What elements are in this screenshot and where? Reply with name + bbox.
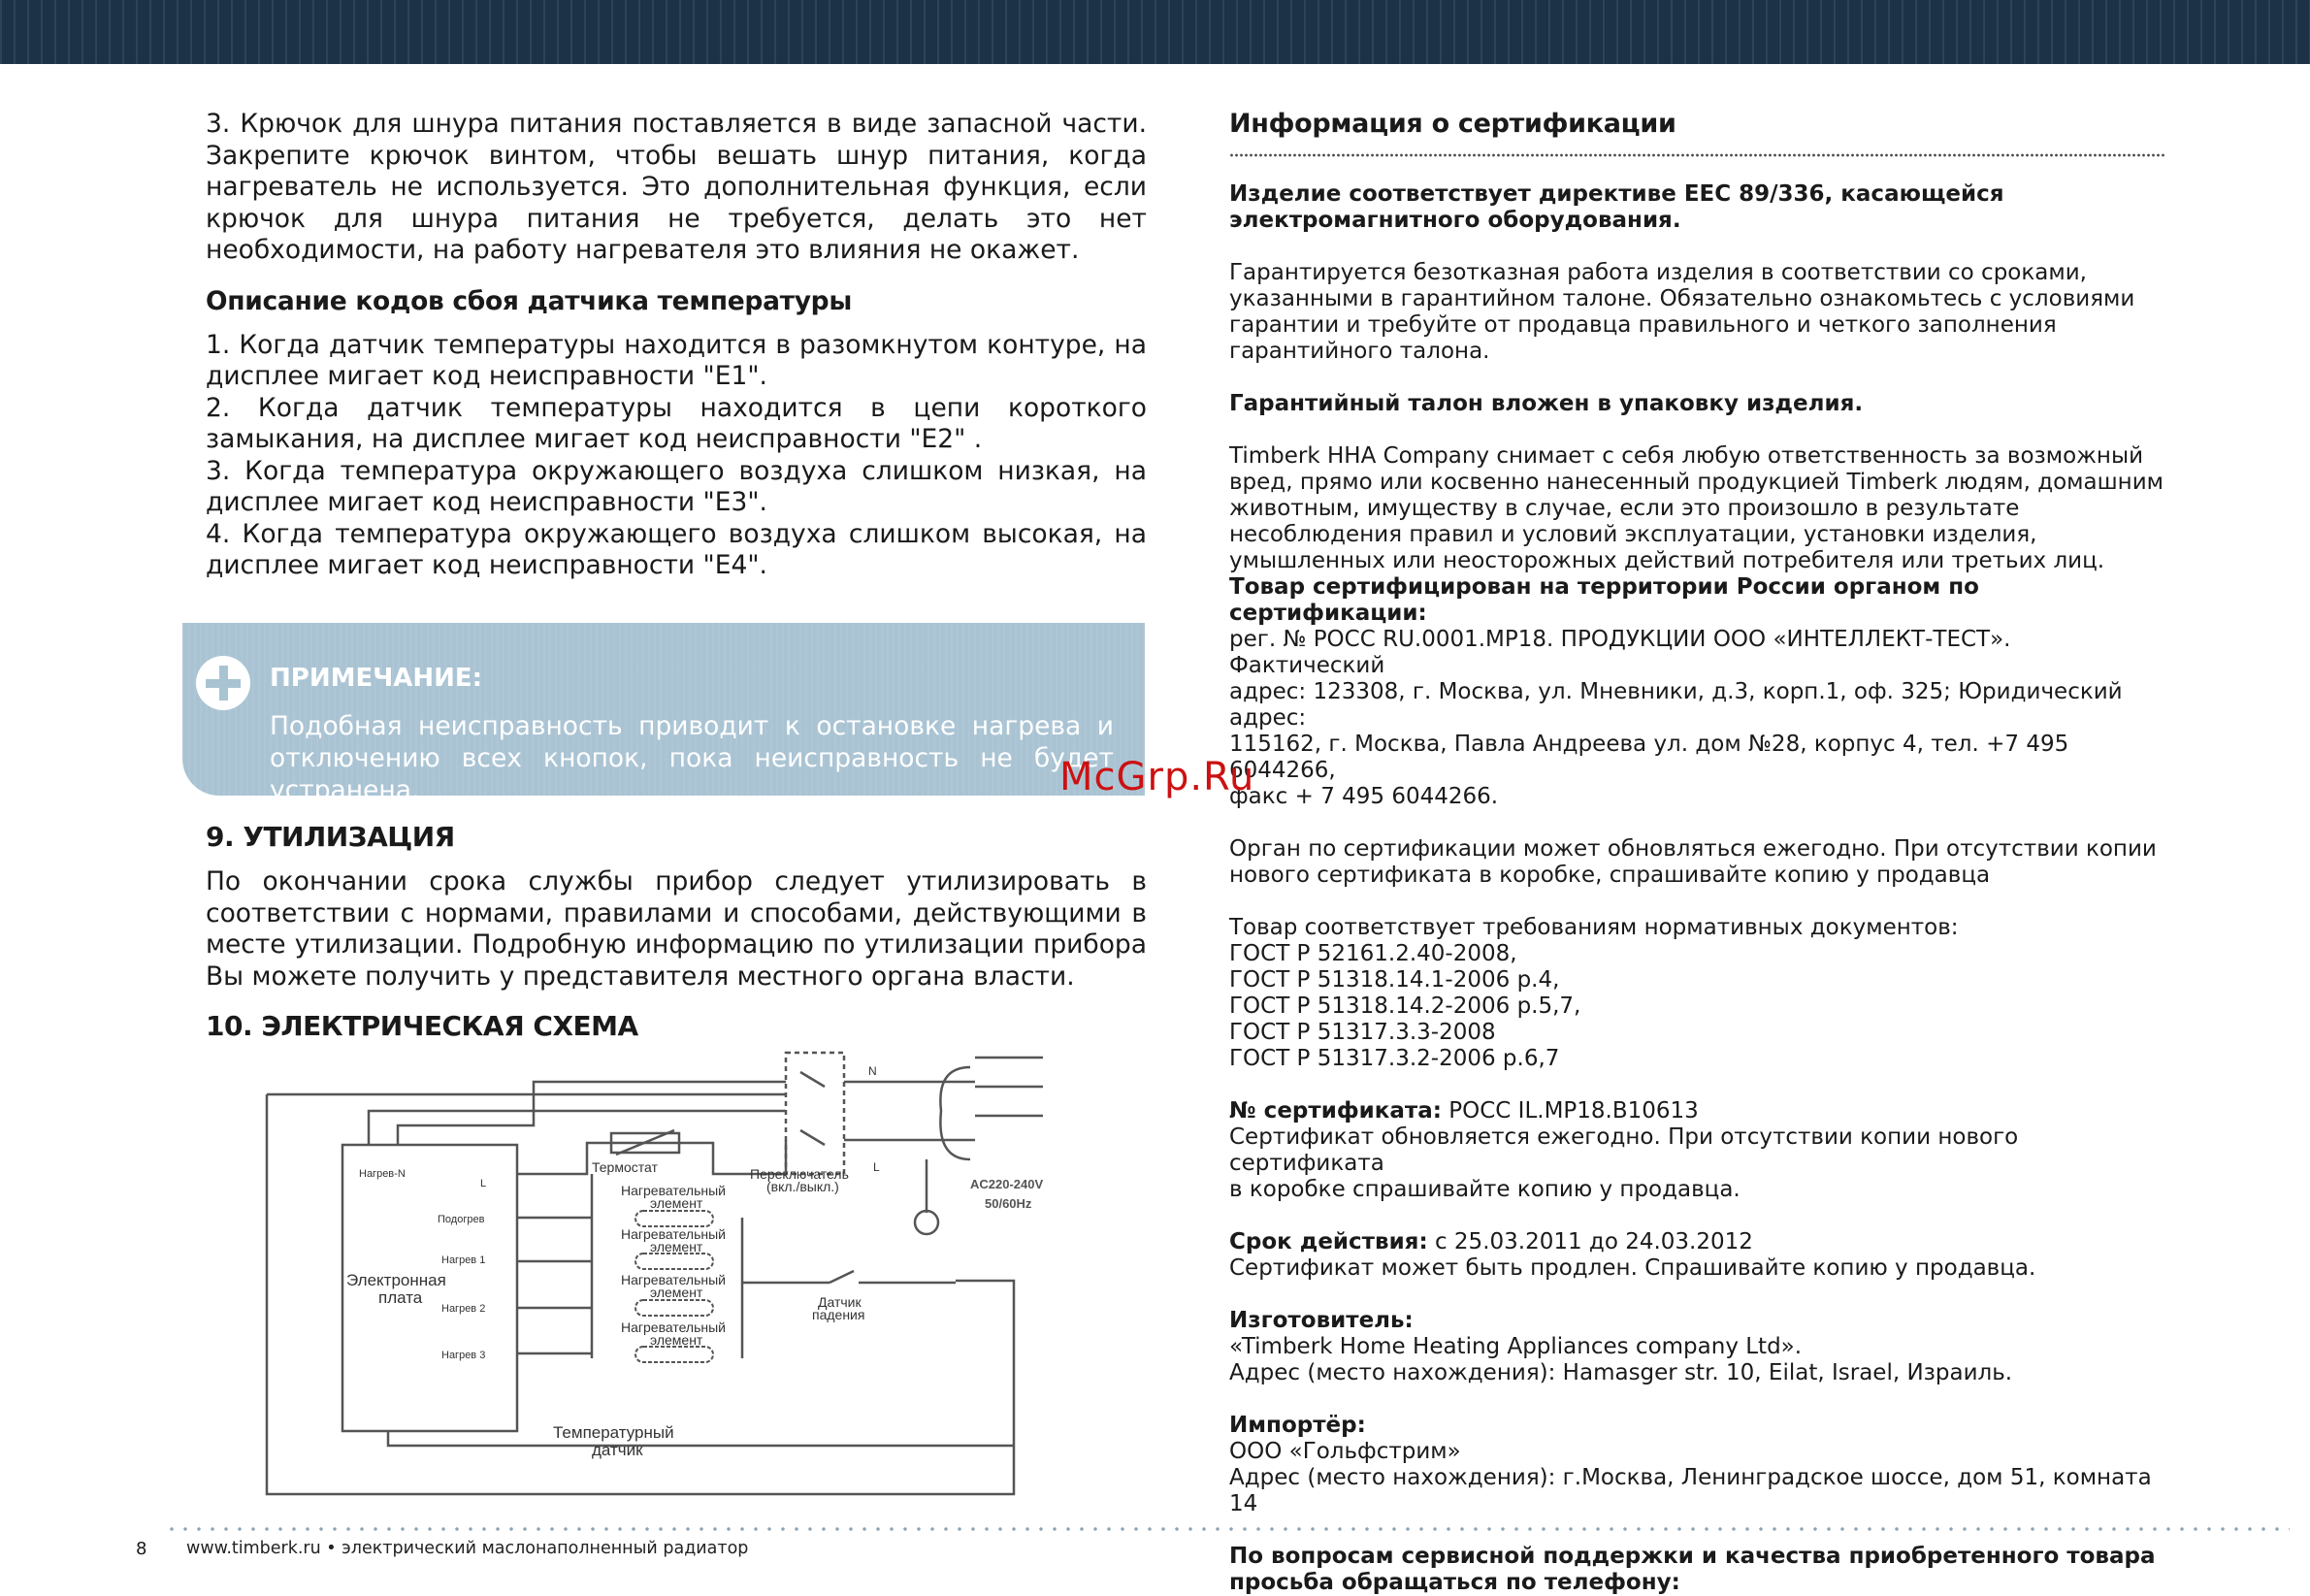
label-switch-1: Переключатель: [750, 1166, 849, 1182]
footer-dots: [165, 1526, 2290, 1532]
importer-name: ООО «Гольфстрим»: [1229, 1439, 1461, 1464]
liability-line-4: несоблюдения правил и условий эксплуатации, установки изделия,: [1229, 522, 2037, 547]
guarantee-line-1: Гарантируется безотказная работа изделия в соответствии со сроками,: [1229, 260, 2087, 285]
label-board-2: плата: [378, 1288, 423, 1307]
note-box: [182, 623, 1145, 805]
label-nagrev1: Нагрев 1: [441, 1254, 486, 1266]
manufacturer-label: Изготовитель:: [1229, 1308, 1414, 1333]
label-podogrev: Подогрев: [438, 1214, 485, 1225]
support-line-2: просьба обращаться по телефону:: [1229, 1570, 1680, 1595]
certificate-line-2: Сертификат обновляется ежегодно. При отсутствии копии нового сертификата: [1229, 1124, 2019, 1176]
body-line-1: Орган по сертификации может обновляться ежегодно. При отсутствии копии: [1229, 836, 2157, 862]
label-heater-2a: Нагревательный: [621, 1226, 726, 1242]
validity-line-2: Сертификат может быть продлен. Спрашивайте копию у продавца.: [1229, 1255, 2036, 1281]
norms-line-1: Товар соответствует требованиям нормативных документов:: [1229, 915, 1959, 940]
guarantee-line-4: гарантийного талона.: [1229, 339, 1490, 364]
certificate-line-3: в коробке спрашивайте копию у продавца.: [1229, 1177, 1741, 1202]
right-column: [1229, 109, 2165, 1596]
certification-title: Информация о сертификации: [1229, 109, 1676, 139]
liability-line-3: животным, имуществу в случае, если это произошло в результате: [1229, 496, 2020, 521]
label-heater-4a: Нагревательный: [621, 1319, 726, 1335]
label-nagrev3: Нагрев 3: [441, 1350, 486, 1361]
label-n: N: [868, 1064, 877, 1078]
guarantee-line-2: указанными в гарантийном талоне. Обязательно ознакомьтесь с условиями: [1229, 286, 2135, 311]
electrical-diagram: [257, 1038, 1062, 1504]
liability-line-2: вред, прямо или косвенно нанесенный продукцией Timberk людям, домашним: [1229, 470, 2164, 495]
norms-line-2: ГОСТ Р 52161.2.40-2008,: [1229, 941, 1517, 966]
label-l: L: [480, 1178, 487, 1189]
support-line-1: По вопросам сервисной поддержки и качества приобретенного товара: [1229, 1544, 2156, 1569]
label-temp-1: Температурный: [553, 1423, 674, 1442]
label-ac-1: AC220-240V: [970, 1177, 1044, 1191]
cord-hook-paragraph: 3. Крючок для шнура питания поставляется в виде запасной части. Закрепите крючок винтом, чтобы вешать шнур питания, когда нагреватель не используется. Это дополнительная функция, если крючок для шнура питания не требуется, делать это нет необходимости, на работу нагревателя это влияния не окажет.: [206, 109, 1147, 265]
section-10-heading: 10. ЭЛЕКТРИЧЕСКАЯ СХЕМА: [206, 1010, 638, 1042]
norms-line-5: ГОСТ Р 51317.3.3-2008: [1229, 1020, 1496, 1045]
note-title: ПРИМЕЧАНИЕ:: [270, 664, 483, 693]
directive-line-2: электромагнитного оборудования.: [1229, 208, 1681, 233]
body-line-2: нового сертификата в коробке, спрашивайте копию у продавца: [1229, 863, 1991, 888]
certificate-number: № сертификата: РОСС IL.MP18.B10613: [1229, 1098, 1699, 1124]
norms-line-4: ГОСТ Р 51318.14.2-2006 р.5,7,: [1229, 993, 1581, 1019]
error-e4: 4. Когда температура окружающего воздуха слишком высокая, на дисплее мигает код неисправности "E4".: [206, 518, 1147, 580]
label-heater-1a: Нагревательный: [621, 1183, 726, 1198]
liability-line-1: Timberk HHA Company снимает с себя любую ответственность за возможный: [1229, 443, 2144, 469]
label-heater-2b: элемент: [650, 1239, 703, 1254]
label-heater-3b: элемент: [650, 1285, 703, 1300]
label-nagrev-n: Нагрев-N: [359, 1168, 406, 1180]
label-heater-1b: элемент: [650, 1195, 703, 1211]
validity-period: Срок действия: с 25.03.2011 до 24.03.2012: [1229, 1229, 1753, 1254]
error-e1: 1. Когда датчик температуры находится в разомкнутом контуре, на дисплее мигает код неисправности "E1".: [206, 329, 1147, 391]
error-e3: 3. Когда температура окружающего воздуха слишком низкая, на дисплее мигает код неисправности "E3".: [206, 455, 1147, 517]
manufacturer-name: «Timberk Home Heating Appliances company Ltd».: [1229, 1334, 1803, 1359]
label-board-1: Электронная: [346, 1271, 446, 1289]
registration-line-4: факс + 7 495 6044266.: [1229, 784, 1499, 809]
label-temp-2: датчик: [592, 1441, 643, 1459]
directive-line-1: Изделие соответствует директиве ЕЕС 89/336, касающейся: [1229, 181, 2004, 207]
manufacturer-address: Адрес (место нахождения): Hamasger str. 10, Eilat, Israel, Израиль.: [1229, 1360, 2013, 1385]
label-ac-2: 50/60Hz: [985, 1196, 1032, 1211]
warranty-card-note: Гарантийный талон вложен в упаковку изделия.: [1229, 391, 1864, 416]
registration-line-1: рег. № РОСС RU.0001.MP18. ПРОДУКЦИИ ООО «ИНТЕЛЛЕКТ-ТЕСТ». Фактический: [1229, 627, 2011, 678]
label-fall-1: Датчик: [818, 1294, 862, 1310]
label-heater-4b: элемент: [650, 1332, 703, 1348]
page-number: 8: [136, 1539, 147, 1559]
registration-line-2: адрес: 123308, г. Москва, ул. Мневники, д.3, корп.1, оф. 325; Юридический адрес:: [1229, 679, 2123, 731]
dotted-divider: [1229, 152, 2165, 158]
label-l2: L: [873, 1160, 880, 1174]
label-switch-2: (вкл./выкл.): [766, 1179, 839, 1194]
top-banner: [0, 0, 2310, 64]
left-column: [206, 109, 1147, 582]
registration-line-3: 115162, г. Москва, Павла Андреева ул. дом №28, корпус 4, тел. +7 495 6044266,: [1229, 732, 2069, 783]
importer-label: Импортёр:: [1229, 1413, 1366, 1438]
label-thermostat: Термостат: [592, 1159, 658, 1175]
section-9-heading: 9. УТИЛИЗАЦИЯ: [206, 821, 455, 853]
watermark: McGrp.Ru: [1059, 755, 1255, 799]
label-heater-3a: Нагревательный: [621, 1272, 726, 1287]
importer-address: Адрес (место нахождения): г.Москва, Ленинградское шоссе, дом 51, комната 14: [1229, 1465, 2152, 1516]
liability-line-5: умышленных или неосторожных действий потребителя или третьих лиц.: [1229, 548, 2105, 573]
note-text: Подобная неисправность приводит к остановке нагрева и отключению всех кнопок, пока неисправность не будет устранена.: [270, 711, 1114, 805]
plus-icon: [196, 656, 250, 710]
label-fall-2: падения: [812, 1307, 865, 1322]
guarantee-line-3: гарантии и требуйте от продавца правильного и четкого заполнения: [1229, 312, 2057, 338]
label-nagrev2: Нагрев 2: [441, 1303, 486, 1315]
error-e2: 2. Когда датчик температуры находится в цепи короткого замыкания, на дисплее мигает код неисправности "E2" .: [206, 392, 1147, 454]
error-codes-heading: Описание кодов сбоя датчика температуры: [206, 285, 853, 316]
norms-line-3: ГОСТ Р 51318.14.1-2006 р.4,: [1229, 967, 1560, 993]
disposal-section: [206, 821, 1147, 1042]
certified-heading: Товар сертифицирован на территории России органом по сертификации:: [1229, 574, 1979, 626]
footer-text: www.timberk.ru • электрический маслонаполненный радиатор: [186, 1539, 749, 1558]
disposal-paragraph: По окончании срока службы прибор следует утилизировать в соответствии с нормами, правилами и способами, действующими в месте утилизации. Подробную информацию по утилизации прибора Вы можете получить у представителя местного органа власти.: [206, 866, 1147, 992]
norms-line-6: ГОСТ Р 51317.3.2-2006 р.6,7: [1229, 1046, 1560, 1071]
